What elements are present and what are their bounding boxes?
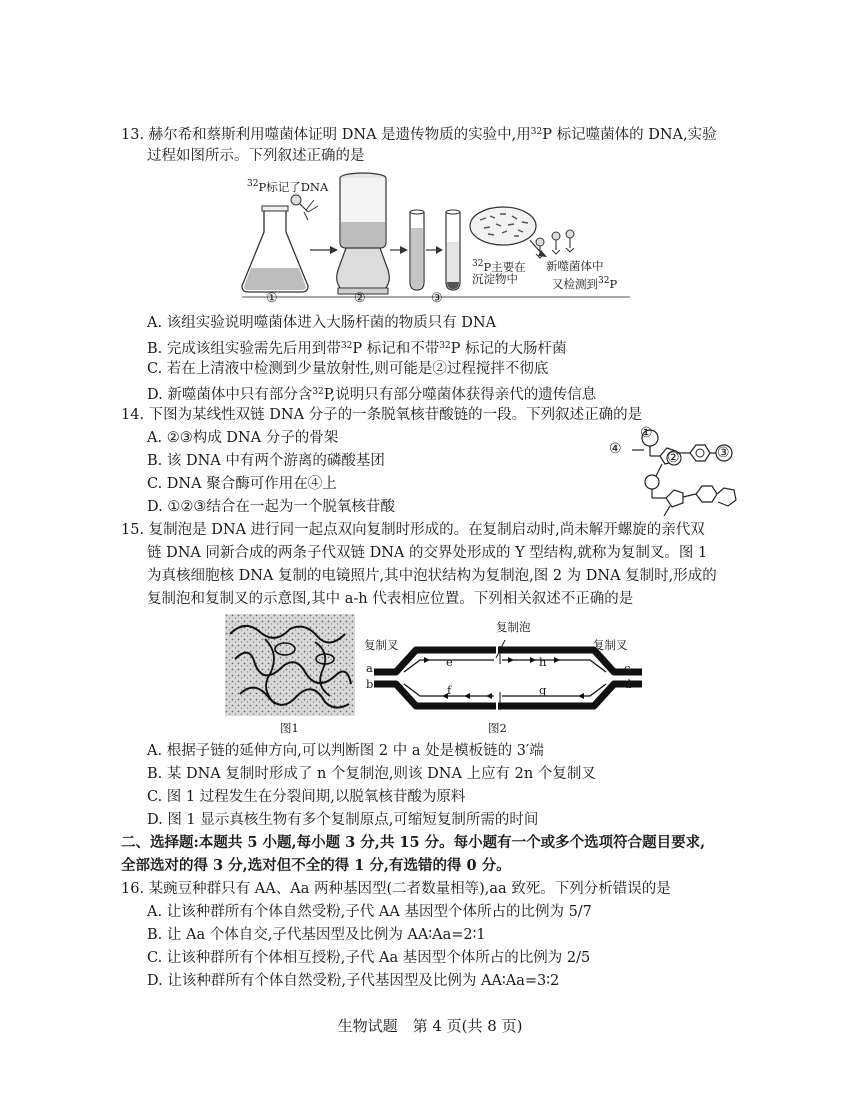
position-f: f — [447, 683, 452, 697]
test-tube-icon — [446, 210, 460, 290]
position-b: b — [366, 677, 374, 691]
position-h: h — [539, 655, 547, 669]
q13-option-c: C. 若在上清液中检测到少量放射性,则可能是②过程搅拌不彻底 — [147, 361, 549, 377]
q15-option-a: A. 根据子链的延伸方向,可以判断图 2 中 a 处是模板链的 3′端 — [147, 743, 544, 759]
q15-stem-line2: 链 DNA 同新合成的两条子代双链 DNA 的交界处形成的 Y 型结构,就称为复制叉。图 1 — [147, 545, 708, 561]
replication-bubble-label: 复制泡 — [496, 620, 531, 634]
q14-option-a: A. ②③构成 DNA 分子的骨架 — [147, 430, 339, 446]
q15-stem-line4: 复制泡和复制叉的示意图,其中 a-h 代表相应位置。下列相关叙述不正确的是 — [147, 591, 634, 607]
replication-fork-right-label: 复制叉 — [593, 638, 628, 652]
electron-micrograph-figure — [225, 614, 355, 716]
position-d: d — [624, 677, 632, 691]
position-g: g — [539, 683, 547, 697]
q14-option-d: D. ①②③结合在一起为一个脱氧核苷酸 — [147, 499, 395, 515]
base-icon — [690, 445, 710, 461]
new-phage-label: 新噬菌体中 — [546, 259, 604, 273]
label-4: ④ — [609, 441, 622, 457]
q16-option-d: D. 让该种群所有个体自然受粉,子代基因型及比例为 AA∶Aa=3∶2 — [147, 973, 560, 989]
blender-icon — [337, 173, 390, 294]
q15-option-c: C. 图 1 过程发生在分裂间期,以脱氧核苷酸为原料 — [147, 789, 466, 805]
base-icon — [696, 486, 717, 502]
q13-option-d: D. 新噬菌体中只有部分含$^{32}$P,说明只有部分噬菌体获得亲代的遗传信息 — [147, 387, 597, 403]
test-tube-icon — [410, 210, 424, 290]
label-1: ① — [640, 425, 653, 441]
q14-option-c: C. DNA 聚合酶可作用在④上 — [147, 476, 337, 492]
figure-1-caption: 图1 — [280, 721, 299, 735]
q16-option-b: B. 让 Aa 个体自交,子代基因型及比例为 AA∶Aa=2∶1 — [147, 927, 486, 943]
position-a: a — [366, 661, 373, 675]
phosphate-icon — [645, 475, 659, 489]
phage-label-top: $^{32}$P标记了DNA — [247, 179, 329, 194]
q16-stem: 16. 某豌豆种群只有 AA、Aa 两种基因型(二者数量相等),aa 致死。下列分析错误的是 — [121, 881, 671, 897]
q13-stem-line1: 13. 赫尔希和蔡斯利用噬菌体证明 DNA 是遗传物质的实验中,用$^{32}$P 标记噬菌体的 DNA,实验 — [121, 127, 717, 143]
q13-option-b: B. 完成该组实验需先后用到带$^{32}$P 标记和不带$^{32}$P 标记的大肠杆菌 — [147, 341, 567, 357]
q15-option-d: D. 图 1 显示真核生物有多个复制原点,可缩短复制所需的时间 — [147, 812, 539, 828]
page-footer: 生物试题 第 4 页(共 8 页) — [337, 1017, 523, 1035]
figure-2-caption: 图2 — [488, 721, 507, 735]
phage-icon — [291, 195, 318, 220]
q13-option-a: A. 该组实验说明噬菌体进入大肠杆菌的物质只有 DNA — [147, 315, 497, 331]
culture-dish-icon — [470, 207, 536, 245]
q15-option-b: B. 某 DNA 复制时形成了 n 个复制泡,则该 DNA 上应有 2n 个复制叉 — [147, 766, 596, 782]
section-2-heading-line1: 二、选择题:本题共 5 小题,每小题 3 分,共 15 分。每小题有一个或多个选项符合题目要求, — [121, 834, 706, 851]
q13-stem-line2: 过程如图所示。下列叙述正确的是 — [147, 148, 365, 164]
flask-icon — [242, 206, 308, 292]
new-phage-label-2: 又检测到$^{32}$P — [552, 276, 618, 291]
sediment-label: $^{32}$P主要在 — [472, 259, 526, 274]
label-3: ③ — [717, 445, 730, 461]
q15-stem-line3: 为真核细胞核 DNA 复制的电镜照片,其中泡状结构为复制泡,图 2 为 DNA 复制时,形成的 — [147, 568, 717, 584]
step-1-label: ① — [266, 291, 278, 306]
label-2: ② — [667, 450, 680, 466]
step-2-label: ② — [354, 291, 366, 306]
q16-option-a: A. 让该种群所有个体自然受粉,子代 AA 基因型个体所占的比例为 5/7 — [147, 904, 592, 920]
deoxyribose-icon — [666, 490, 683, 507]
step-3-label: ③ — [431, 291, 443, 306]
position-e: e — [446, 655, 453, 669]
q15-stem-line1: 15. 复制泡是 DNA 进行同一起点双向复制时形成的。在复制启动时,尚未解开螺旋的亲代双 — [121, 522, 705, 538]
section-2-heading-line2: 全部选对的得 3 分,选对但不全的得 1 分,有选错的得 0 分。 — [121, 857, 511, 874]
nucleotide-chain-figure — [604, 420, 749, 520]
q14-option-b: B. 该 DNA 中有两个游离的磷酸基团 — [147, 453, 385, 469]
q16-option-c: C. 让该种群所有个体相互授粉,子代 Aa 基因型个体所占的比例为 2/5 — [147, 950, 591, 966]
replication-fork-left-label: 复制叉 — [364, 638, 399, 652]
q14-stem: 14. 下图为某线性双链 DNA 分子的一条脱氧核苷酸链的一段。下列叙述正确的是 — [121, 407, 643, 423]
position-c: c — [624, 661, 631, 675]
sediment-label-2: 沉淀物中 — [472, 272, 518, 286]
